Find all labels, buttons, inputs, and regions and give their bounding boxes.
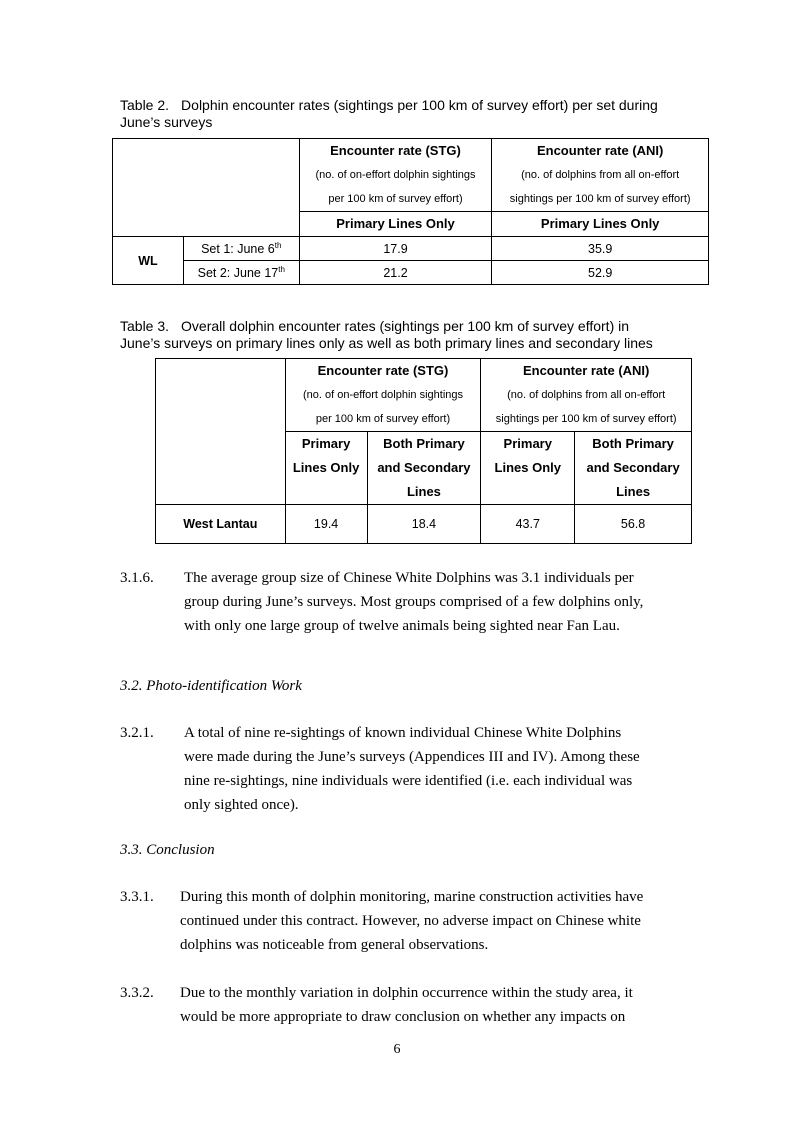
paragraph-text bbox=[180, 885, 643, 957]
table2-row-label bbox=[183, 237, 299, 261]
paragraph-text bbox=[180, 981, 633, 1029]
paragraph-text bbox=[184, 721, 640, 817]
table2-empty-corner bbox=[113, 139, 300, 237]
table3 bbox=[155, 358, 692, 544]
paragraph-number: 3.1.6. bbox=[120, 570, 154, 586]
paragraph-line: The average group size of Chinese White Dolphins was 3.1 individuals per bbox=[184, 570, 634, 586]
table2-header-stg bbox=[299, 139, 492, 212]
table2-subheader-ani: Primary Lines Only bbox=[492, 212, 709, 237]
table3-number: Table 3. bbox=[120, 318, 170, 334]
table3-header-stg-sub2: per 100 km of survey effort) bbox=[315, 413, 451, 425]
table3-header-stg-sub1: (no. of on-effort dolphin sightings bbox=[302, 389, 463, 401]
table3-caption-line2: June’s surveys on primary lines only as well as both primary lines and secondary lines bbox=[120, 335, 653, 351]
table2-header-ani-sub1: (no. of dolphins from all on-effort bbox=[521, 169, 680, 181]
paragraph-number: 3.3.1. bbox=[120, 889, 154, 905]
paragraph-line: nine re-sightings, nine individuals were identified (i.e. each individual was bbox=[184, 773, 633, 789]
table2-row1-label-text: Set 1: June 6 bbox=[201, 241, 275, 256]
paragraph-line: continued under this contract. However, no adverse impact on Chinese white bbox=[180, 913, 641, 929]
table3-header-stg bbox=[285, 359, 481, 432]
table2-header-stg-title: Encounter rate (STG) bbox=[330, 143, 461, 158]
table3-empty-corner bbox=[156, 359, 286, 505]
table3-sub-primary-ani-l1: Primary bbox=[503, 436, 552, 451]
paragraph-number: 3.3.2. bbox=[120, 985, 154, 1001]
table3-sub-both-ani-l3: Lines bbox=[616, 484, 651, 499]
table3-subheader-primary-ani bbox=[481, 432, 575, 505]
table3-row-label: West Lantau bbox=[156, 505, 286, 544]
table2-cell: 35.9 bbox=[492, 237, 709, 261]
paragraph-line: group during June’s surveys. Most groups comprised of a few dolphins only, bbox=[184, 594, 644, 610]
table3-sub-primary-stg-l2: Lines Only bbox=[292, 460, 360, 475]
paragraph-3-2-1 bbox=[120, 721, 720, 817]
table3-sub-both-ani-l2: and Secondary bbox=[586, 460, 680, 475]
table3-sub-both-ani-l1: Both Primary bbox=[592, 436, 674, 451]
table2-number: Table 2. bbox=[120, 97, 170, 113]
table3-header-stg-title: Encounter rate (STG) bbox=[317, 363, 449, 378]
table2-cell: 21.2 bbox=[299, 261, 492, 285]
paragraph-line: were made during the June’s surveys (Appendices III and IV). Among these bbox=[184, 749, 640, 765]
table3-cell: 56.8 bbox=[575, 505, 692, 544]
section-heading-3-2: 3.2. Photo-identification Work bbox=[120, 678, 302, 694]
table3-subheader-both-stg bbox=[367, 432, 481, 505]
table3-caption-line1: Overall dolphin encounter rates (sightings per 100 km of survey effort) in bbox=[181, 318, 630, 334]
paragraph-line: During this month of dolphin monitoring, marine construction activities have bbox=[180, 889, 644, 905]
table2 bbox=[112, 138, 709, 285]
table2-caption-line1: Dolphin encounter rates (sightings per 100 km of survey effort) per set during bbox=[181, 97, 658, 113]
section-heading-3-3: 3.3. Conclusion bbox=[120, 842, 215, 858]
table2-row2-label-sup: th bbox=[278, 264, 285, 274]
table3-header-ani-sub1: (no. of dolphins from all on-effort bbox=[507, 389, 666, 401]
table2-cell: 17.9 bbox=[299, 237, 492, 261]
table2-row-label bbox=[183, 261, 299, 285]
page-number: 6 bbox=[393, 1042, 401, 1057]
table3-sub-primary-stg-l1: Primary bbox=[301, 436, 351, 451]
paragraph-3-3-1 bbox=[120, 885, 720, 957]
table3-sub-primary-ani-l2: Lines Only bbox=[494, 460, 561, 475]
table2-header-ani-title: Encounter rate (ANI) bbox=[536, 143, 664, 158]
table3-subheader-primary-stg bbox=[285, 432, 367, 505]
paragraph-line: dolphins was noticeable from general observations. bbox=[180, 937, 489, 953]
table2-cell: 52.9 bbox=[492, 261, 709, 285]
table3-sub-both-stg-l2: and Secondary bbox=[377, 460, 471, 475]
table3-cell: 19.4 bbox=[285, 505, 367, 544]
table2-header-stg-sub1: (no. of on-effort dolphin sightings bbox=[315, 169, 476, 181]
table2-row1-label-sup: th bbox=[274, 240, 282, 250]
paragraph-line: A total of nine re-sightings of known individual Chinese White Dolphins bbox=[184, 725, 622, 741]
paragraph-line: with only one large group of twelve animals being sighted near Fan Lau. bbox=[184, 618, 620, 634]
paragraph-line: Due to the monthly variation in dolphin occurrence within the study area, it bbox=[180, 985, 633, 1001]
table3-header-ani bbox=[481, 359, 692, 432]
table2-area-label: WL bbox=[113, 237, 184, 285]
table2-header-stg-sub2: per 100 km of survey effort) bbox=[328, 193, 463, 205]
paragraph-number: 3.2.1. bbox=[120, 725, 154, 741]
paragraph-3-3-2 bbox=[120, 981, 720, 1029]
table3-cell: 18.4 bbox=[367, 505, 481, 544]
table3-caption bbox=[120, 318, 653, 352]
table2-caption-line2: June’s surveys bbox=[120, 114, 213, 130]
table3-cell: 43.7 bbox=[481, 505, 575, 544]
paragraph-text bbox=[184, 566, 643, 638]
table3-header-ani-sub2: sightings per 100 km of survey effort) bbox=[495, 413, 677, 425]
table2-header-ani-sub2: sightings per 100 km of survey effort) bbox=[509, 193, 691, 205]
table3-sub-both-stg-l3: Lines bbox=[406, 484, 441, 499]
table3-subheader-both-ani bbox=[575, 432, 692, 505]
table3-sub-both-stg-l1: Both Primary bbox=[383, 436, 465, 451]
paragraph-line: only sighted once). bbox=[184, 797, 299, 813]
table3-header-ani-title: Encounter rate (ANI) bbox=[522, 363, 650, 378]
table2-caption bbox=[120, 97, 658, 131]
table2-row2-label-text: Set 2: June 17 bbox=[197, 265, 279, 280]
table2-header-ani bbox=[492, 139, 709, 212]
table2-subheader-stg: Primary Lines Only bbox=[299, 212, 492, 237]
paragraph-line: would be more appropriate to draw conclusion on whether any impacts on bbox=[180, 1009, 626, 1025]
paragraph-3-1-6 bbox=[120, 566, 720, 638]
